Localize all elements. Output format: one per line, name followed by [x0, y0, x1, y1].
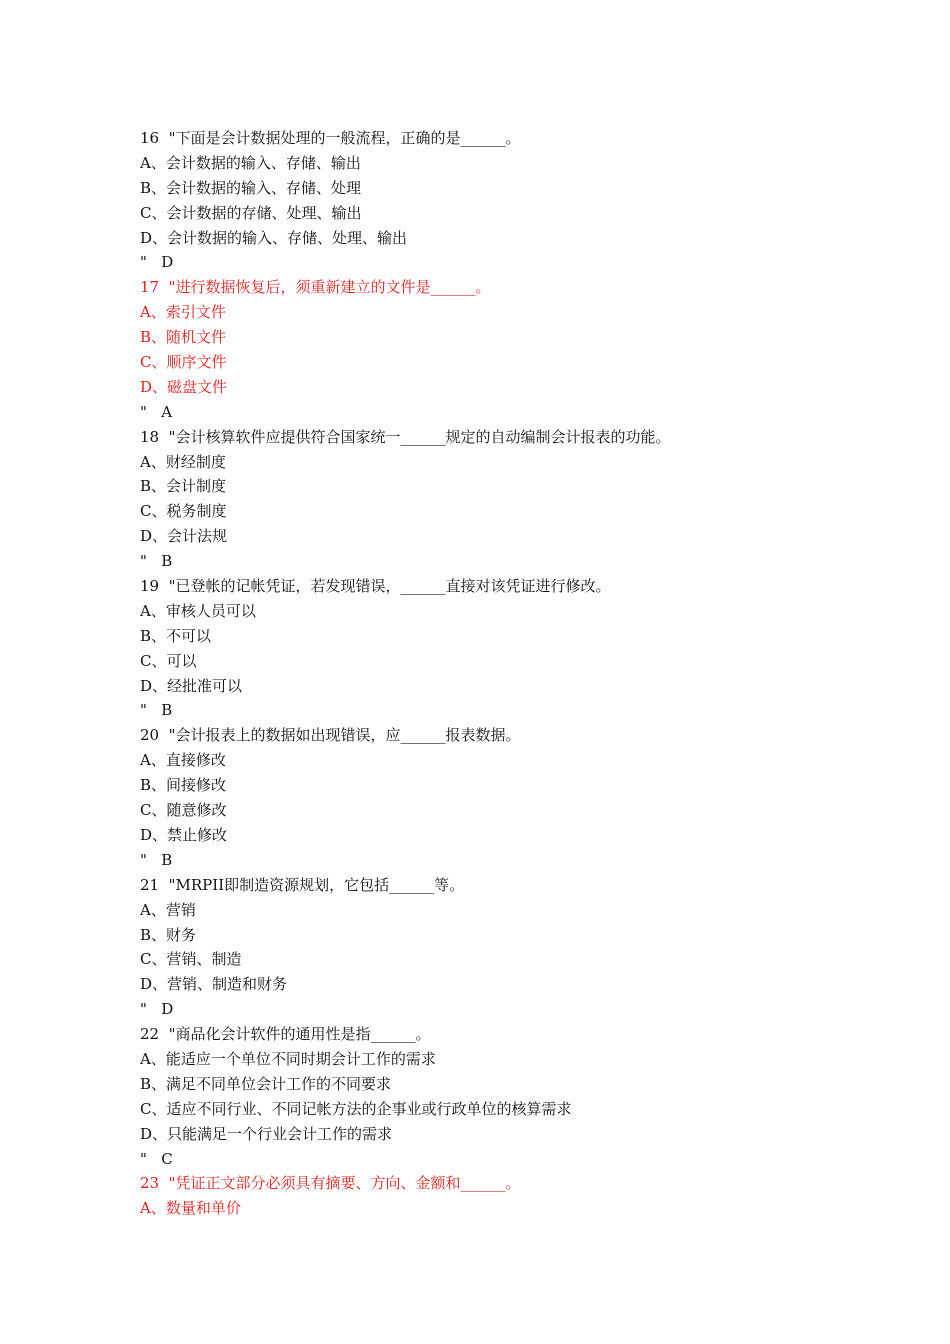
option-a: A、营销: [140, 900, 196, 919]
option-c: C、适应不同行业、不同记帐方法的企事业或行政单位的核算需求: [140, 1099, 572, 1118]
answer: " A: [140, 402, 173, 421]
option-a: A、能适应一个单位不同时期会计工作的需求: [140, 1049, 436, 1068]
option-b: B、会计数据的输入、存储、处理: [140, 178, 362, 197]
option-b: B、随机文件: [140, 328, 227, 347]
question-21: [140, 873, 920, 1022]
exam-document: [140, 126, 920, 1221]
option-a: A、审核人员可以: [140, 601, 256, 620]
answer: " B: [140, 552, 173, 571]
option-b: B、会计制度: [140, 477, 227, 496]
question-20: [140, 723, 920, 872]
option-a: A、数量和单价: [140, 1199, 241, 1218]
option-c: C、税务制度: [140, 502, 227, 521]
answer: " B: [140, 701, 173, 720]
question-stem: 17 "进行数据恢复后，须重新建立的文件是______。: [140, 278, 491, 297]
question-stem: 20 "会计报表上的数据如出现错误，应______报表数据。: [140, 726, 521, 745]
answer: " D: [140, 253, 174, 272]
option-a: A、直接修改: [140, 751, 226, 770]
question-19: [140, 574, 920, 723]
option-b: B、间接修改: [140, 776, 227, 795]
option-d: D、禁止修改: [140, 825, 228, 844]
option-c: C、会计数据的存储、处理、输出: [140, 203, 362, 222]
option-c: C、顺序文件: [140, 353, 227, 372]
question-17: [140, 275, 920, 399]
question-23: [140, 1171, 920, 1221]
option-a: A、索引文件: [140, 303, 226, 322]
question-16: [140, 126, 920, 275]
question-stem: 23 "凭证正文部分必须具有摘要、方向、金额和______。: [140, 1174, 521, 1193]
question-18: [140, 425, 920, 574]
option-b: B、满足不同单位会计工作的不同要求: [140, 1074, 392, 1093]
option-a: A、会计数据的输入、存储、输出: [140, 153, 361, 172]
option-d: D、只能满足一个行业会计工作的需求: [140, 1124, 393, 1143]
option-c: C、营销、制造: [140, 950, 242, 969]
answer: " C: [140, 1149, 173, 1168]
option-b: B、不可以: [140, 626, 212, 645]
option-a: A、财经制度: [140, 452, 226, 471]
answer: " B: [140, 850, 173, 869]
option-d: D、会计法规: [140, 527, 228, 546]
option-b: B、财务: [140, 925, 197, 944]
option-c: C、随意修改: [140, 801, 227, 820]
option-d: D、磁盘文件: [140, 377, 228, 396]
answer: " D: [140, 1000, 174, 1019]
option-d: D、经批准可以: [140, 676, 243, 695]
question-stem: 18 "会计核算软件应提供符合国家统一______规定的自动编制会计报表的功能。: [140, 427, 671, 446]
question-stem: 22 "商品化会计软件的通用性是指______。: [140, 1025, 431, 1044]
option-d: D、营销、制造和财务: [140, 975, 288, 994]
question-stem: 21 "MRPII即制造资源规划，它包括______等。: [140, 875, 465, 894]
option-d: D、会计数据的输入、存储、处理、输出: [140, 228, 408, 247]
question-22: [140, 1022, 920, 1171]
question-stem: 16 "下面是会计数据处理的一般流程，正确的是______。: [140, 129, 521, 147]
option-c: C、可以: [140, 651, 197, 670]
question-stem: 19 "已登帐的记帐凭证，若发现错误，______直接对该凭证进行修改。: [140, 577, 611, 596]
